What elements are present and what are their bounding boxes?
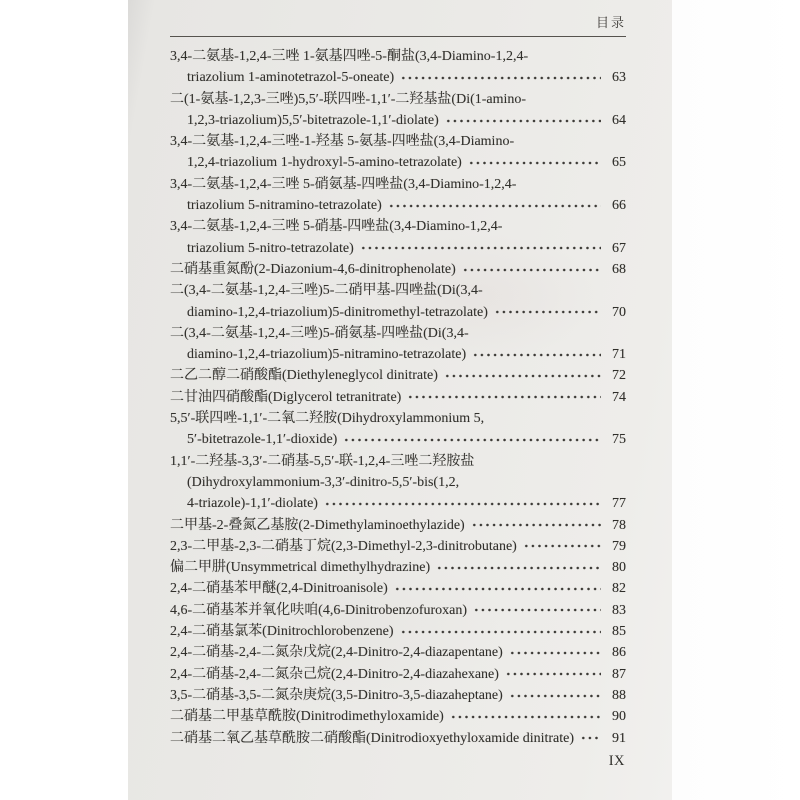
- entry-title-text: 4-triazole)-1,1′-diolate): [187, 496, 318, 512]
- toc-entry: [170, 578, 626, 599]
- toc-entry: [170, 216, 626, 259]
- entry-page-number: 68: [612, 261, 626, 277]
- toc-entry-line: [170, 67, 626, 88]
- toc-entry: [170, 174, 626, 217]
- entry-page-number: 66: [612, 198, 626, 214]
- toc-entry: [170, 664, 626, 685]
- entry-title-text: 二硝基二氧乙基草酰胺二硝酸酯(Dinitrodioxyethyloxamide dinitrate): [170, 730, 575, 746]
- toc-entry-line: [170, 429, 626, 450]
- dot-leader: [436, 561, 601, 575]
- toc-entry-line: [170, 600, 626, 621]
- entry-page-number: 82: [612, 581, 626, 597]
- entry-title-text: 2,3-二甲基-2,3-二硝基丁烷(2,3-Dimethyl-2,3-dinitrobutane): [170, 538, 517, 554]
- entry-title-text: 5,5′-联四唑-1,1′-二氧二羟胺(Dihydroxylammonium 5,: [170, 411, 485, 427]
- toc-entry-line: [170, 536, 626, 557]
- toc-entry-line: [170, 706, 626, 727]
- entry-page-number: 87: [612, 666, 626, 682]
- entry-title-text: 二甘油四硝酸酯(Diglycerol tetranitrate): [170, 389, 402, 405]
- toc-entry-line: [170, 408, 626, 429]
- entry-title-text: 1,2,4-triazolium 1-hydroxyl-5-amino-tetrazolate): [187, 155, 462, 171]
- toc-entry-line: [170, 131, 626, 152]
- entry-title-text: 3,4-二氨基-1,2,4-三唑-1-羟基 5-氨基-四唑盐(3,4-Diamino-: [170, 134, 515, 150]
- toc-entry: [170, 89, 626, 132]
- toc-entry: [170, 621, 626, 642]
- entry-page-number: 78: [612, 517, 626, 533]
- entry-page-number: 90: [612, 709, 626, 725]
- entry-title-text: 二硝基重氮酚(2-Diazonium-4,6-dinitrophenolate): [170, 261, 456, 277]
- entry-title-text: 二(3,4-二氨基-1,2,4-三唑)5-硝氨基-四唑盐(Di(3,4-: [170, 325, 469, 341]
- dot-leader: [494, 305, 601, 319]
- header-rule: [170, 36, 626, 37]
- dot-leader: [523, 539, 601, 553]
- dot-leader: [471, 518, 601, 532]
- entry-title-text: 偏二甲肼(Unsymmetrical dimethylhydrazine): [170, 560, 431, 576]
- dot-leader: [580, 731, 601, 745]
- entry-title-text: 二(3,4-二氨基-1,2,4-三唑)5-二硝甲基-四唑盐(Di(3,4-: [170, 283, 483, 299]
- entry-page-number: 79: [612, 538, 626, 554]
- entry-page-number: 83: [612, 602, 626, 618]
- dot-leader: [324, 497, 601, 511]
- running-head-title: 目录: [595, 15, 626, 30]
- toc-entry: [170, 259, 626, 280]
- entry-page-number: 85: [612, 624, 626, 640]
- dot-leader: [343, 433, 601, 447]
- toc-entry: [170, 46, 626, 89]
- entry-title-text: 二硝基二甲基草酰胺(Dinitrodimethyloxamide): [170, 709, 444, 725]
- entry-title-text: 2,4-二硝基-2,4-二氮杂戊烷(2,4-Dinitro-2,4-diazapentane): [170, 645, 503, 661]
- entry-title-text: 2,4-二硝基-2,4-二氮杂己烷(2,4-Dinitro-2,4-diazahexane): [170, 666, 499, 682]
- entry-title-text: 4,6-二硝基苯并氧化呋咱(4,6-Dinitrobenzofuroxan): [170, 602, 468, 618]
- entry-title-text: diamino-1,2,4-triazolium)5-dinitromethyl-tetrazolate): [187, 304, 488, 320]
- entry-title-text: 3,4-二氨基-1,2,4-三唑 5-硝基-四唑盐(3,4-Diamino-1,2,4-: [170, 219, 503, 235]
- toc-entry-line: [170, 195, 626, 216]
- entry-title-text: 3,5-二硝基-3,5-二氮杂庚烷(3,5-Dinitro-3,5-diazaheptane): [170, 687, 503, 703]
- toc-entry-line: [170, 621, 626, 642]
- toc-entry-line: [170, 685, 626, 706]
- entry-page-number: 80: [612, 560, 626, 576]
- dot-leader: [473, 603, 601, 617]
- toc-entry-line: [170, 557, 626, 578]
- entry-page-number: 65: [612, 155, 626, 171]
- entry-title-text: diamino-1,2,4-triazolium)5-nitramino-tetrazolate): [187, 347, 467, 363]
- entry-page-number: 70: [612, 304, 626, 320]
- toc-entry-line: [170, 152, 626, 173]
- toc-entry: [170, 536, 626, 557]
- toc-entry-line: [170, 472, 626, 493]
- dot-leader: [462, 263, 601, 277]
- toc-entry-line: [170, 280, 626, 301]
- entry-page-number: 91: [612, 730, 626, 746]
- toc-list: [170, 46, 626, 749]
- dot-leader: [450, 710, 601, 724]
- entry-page-number: 77: [612, 496, 626, 512]
- toc-entry: [170, 728, 626, 749]
- entry-page-number: 86: [612, 645, 626, 661]
- toc-entry: [170, 685, 626, 706]
- entry-title-text: 1,2,3-triazolium)5,5′-bitetrazole-1,1′-diolate): [187, 112, 439, 128]
- entry-title-text: 5′-bitetrazole-1,1′-dioxide): [187, 432, 338, 448]
- toc-entry: [170, 131, 626, 174]
- toc-entry: [170, 323, 626, 366]
- entry-page-number: 67: [612, 240, 626, 256]
- entry-title-text: 二乙二醇二硝酸酯(Diethyleneglycol dinitrate): [170, 368, 438, 384]
- entry-page-number: 72: [612, 368, 626, 384]
- toc-entry-line: [170, 451, 626, 472]
- toc-entry-line: [170, 515, 626, 536]
- dot-leader: [360, 241, 601, 255]
- toc-entry: [170, 515, 626, 536]
- toc-entry-line: [170, 664, 626, 685]
- entry-page-number: 74: [612, 389, 626, 405]
- dot-leader: [505, 667, 601, 681]
- dot-leader: [468, 156, 601, 170]
- dot-leader: [400, 71, 601, 85]
- toc-entry-line: [170, 493, 626, 514]
- entry-page-number: 63: [612, 70, 626, 86]
- entry-title-text: triazolium 5-nitramino-tetrazolate): [187, 198, 382, 214]
- dot-leader: [444, 369, 601, 383]
- toc-entry: [170, 557, 626, 578]
- toc-entry: [170, 365, 626, 386]
- book-page: [128, 0, 672, 800]
- entry-title-text: 2,4-二硝基苯甲醚(2,4-Dinitroanisole): [170, 581, 388, 597]
- dot-leader: [400, 625, 601, 639]
- entry-title-text: 3,4-二氨基-1,2,4-三唑 1-氨基四唑-5-酮盐(3,4-Diamino-1,2,4-: [170, 49, 529, 64]
- entry-title-text: triazolium 5-nitro-tetrazolate): [187, 240, 354, 256]
- toc-entry-line: [170, 302, 626, 323]
- toc-entry: [170, 706, 626, 727]
- page-folio: IX: [608, 752, 625, 769]
- page-content: [170, 14, 626, 770]
- dot-leader: [445, 114, 601, 128]
- toc-entry-line: [170, 216, 626, 237]
- dot-leader: [388, 199, 601, 213]
- entry-title-text: 3,4-二氨基-1,2,4-三唑 5-硝氨基-四唑盐(3,4-Diamino-1,2,4-: [170, 176, 517, 192]
- toc-entry-line: [170, 728, 626, 749]
- toc-entry: [170, 280, 626, 323]
- entry-title-text: 二甲基-2-叠氮乙基胺(2-Dimethylaminoethylazide): [170, 517, 465, 533]
- entry-page-number: 75: [612, 432, 626, 448]
- toc-entry: [170, 600, 626, 621]
- toc-entry-line: [170, 110, 626, 131]
- toc-entry-line: [170, 578, 626, 599]
- toc-entry-line: [170, 238, 626, 259]
- toc-entry-line: [170, 365, 626, 386]
- entry-page-number: 88: [612, 687, 626, 703]
- running-head: [170, 14, 626, 32]
- toc-entry-line: [170, 174, 626, 195]
- toc-entry: [170, 642, 626, 663]
- entry-page-number: 64: [612, 112, 626, 128]
- toc-entry: [170, 451, 626, 515]
- dot-leader: [509, 646, 601, 660]
- toc-entry: [170, 387, 626, 408]
- entry-title-text: 1,1′-二羟基-3,3′-二硝基-5,5′-联-1,2,4-三唑二羟胺盐: [170, 453, 475, 469]
- entry-title-text: triazolium 1-aminotetrazol-5-oneate): [187, 70, 395, 86]
- toc-entry-line: [170, 387, 626, 408]
- toc-entry-line: [170, 344, 626, 365]
- dot-leader: [394, 582, 601, 596]
- entry-title-text: 二(1-氨基-1,2,3-三唑)5,5′-联四唑-1,1′-二羟基盐(Di(1-amino-: [170, 91, 527, 107]
- toc-entry-line: [170, 259, 626, 280]
- dot-leader: [472, 348, 601, 362]
- dot-leader: [407, 390, 601, 404]
- dot-leader: [509, 689, 601, 703]
- toc-entry-line: [170, 46, 626, 67]
- entry-page-number: 71: [612, 347, 626, 363]
- toc-entry-line: [170, 89, 626, 110]
- entry-title-text: 2,4-二硝基氯苯(Dinitrochlorobenzene): [170, 624, 394, 640]
- toc-entry-line: [170, 642, 626, 663]
- toc-entry-line: [170, 323, 626, 344]
- toc-entry: [170, 408, 626, 451]
- entry-title-text: (Dihydroxylammonium-3,3′-dinitro-5,5′-bis(1,2,: [187, 474, 460, 490]
